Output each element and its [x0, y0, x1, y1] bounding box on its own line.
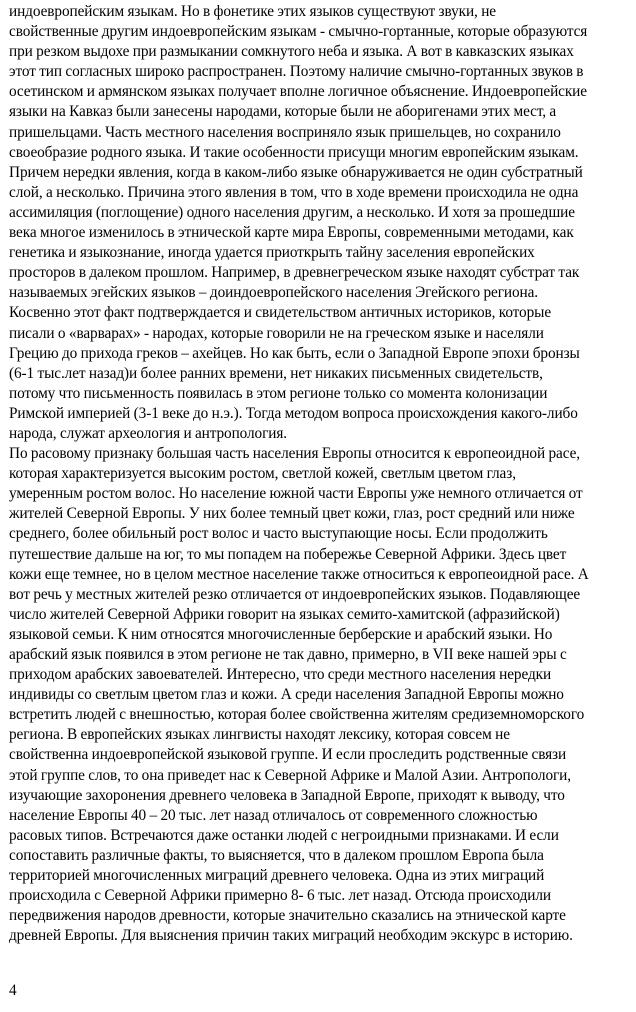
- body-text: [9, 2, 627, 946]
- paragraph-2: По расовому признаку большая часть населения Европы относится к европеоидной расе, которая характеризуется высоким ростом, светлой кожей, светлым цветом глаз, умеренным ростом волос. Но население южной части Европы уже немного отличается от жителей Северной Европы. У них более темный цвет кожи, глаз, рост средний или ниже среднего, более обильный рост волос и часто выступающие носы. Если продолжить путешествие дальше на юг, то мы попадем на побережье Северной Африки. Здесь цвет кожи еще темнее, но в целом местное население также относиться к европеоидной расе. А вот речь у местных жителей резко отличается от индоевропейских языков. Подавляющее число жителей Северной Африки говорит на языках семито-хамитской (афразийской) языковой семьи. К ним относятся многочисленные берберские и арабский языки. Но арабский язык появился в этом регионе не так давно, примерно, в VII веке нашей эры с приходом арабских завоевателей. Интересно, что среди местного населения нередки индивиды со светлым цветом глаз и кожи. А среди населения Западной Европы можно встретить людей с внешностью, которая более свойственна жителям средиземноморского региона. В европейских языках лингвисты находят лексику, которая совсем не свойственна индоевропейской языковой группе. И если проследить родственные связи этой группе слов, то она приведет нас к Северной Африке и Малой Азии. Антропологи, изучающие захоронения древнего человека в Западной Европе, приходят к выводу, что население Европы 40 – 20 тыс. лет назад отличалось от современного сложностью расовых типов. Встречаются даже останки людей с негроидными признаками. И если сопоставить различные факты, то выясняется, что в далеком прошлом Европа была территорией многочисленных миграций древнего человека. Одна из этих миграций происходила с Северной Африки примерно 8- 6 тыс. лет назад. Отсюда происходили передвижения народов древности, которые значительно сказались на этнической карте древней Европы. Для выяснения причин таких миграций необходим экскурс в историю.: [9, 445, 589, 945]
- page-number: 4: [9, 982, 17, 999]
- paragraph-1: индоевропейским языкам. Но в фонетике этих языков существуют звуки, не свойственные другим индоевропейским языкам - смычно-гортанные, которые образуются при резком выдохе при размыкании сомкнутого неба и языка. А вот в кавказских языках этот тип согласных широко распространен. Поэтому наличие смычно-гортанных звуков в осетинском и армянском языках получает вполне логичное объяснение. Индоевропейские языки на Кавказ были занесены народами, которые были не аборигенами этих мест, а пришельцами. Часть местного населения восприняло язык пришельцев, но сохранило своеобразие родного языка. И такие особенности присущи многим европейским языкам. Причем нередки явления, когда в каком-либо языке обнаруживается не один субстратный слой, а несколько. Причина этого явления в том, что в ходе времени происходила не одна ассимиляция (поглощение) одного населения другим, а несколько. И хотя за прошедшие века многое изменилось в этнической карте мира Европы, современными методами, как генетика и языкознание, иногда удается приоткрыть тайну заселения европейских просторов в далеком прошлом. Например, в древнегреческом языке находят субстрат так называемых эгейских языков – доиндоевропейского населения Эгейского региона. Косвенно этот факт подтверждается и свидетельством античных историков, которые писали о «варварах» - народах, которые говорили не на греческом языке и населяли Грецию до прихода греков – ахейцев. Но как быть, если о Западной Европе эпохи бронзы (6-1 тыс.лет назад)и более ранних времени, нет никаких письменных свидетельств, потому что письменность появилась в этом регионе только со момента колонизации Римской империей (3-1 веке до н.э.). Тогда методом вопроса происхождения какого-либо народа, служат археология и антропология.: [9, 3, 588, 442]
